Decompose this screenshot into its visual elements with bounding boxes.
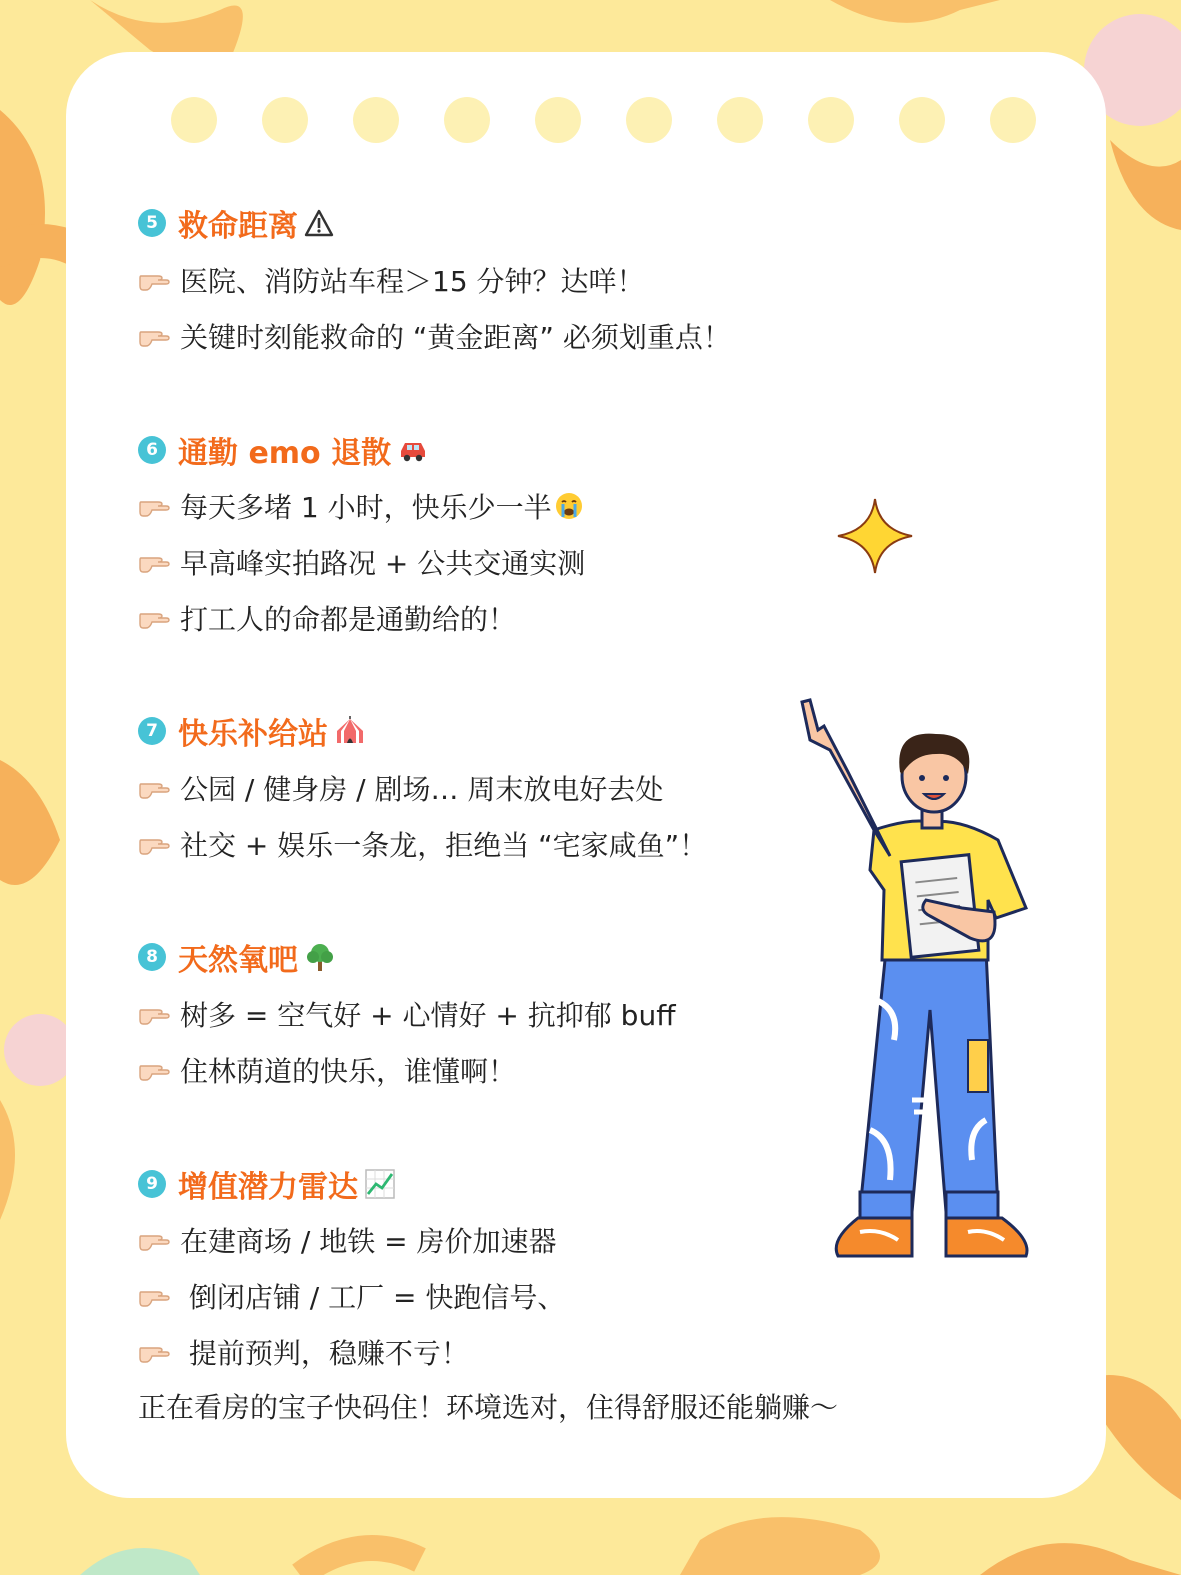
section-title-text: 增值潜力雷达 [178,1170,358,1205]
list-item [138,539,585,585]
decor-dot [171,97,217,143]
section-title-9 [138,1159,396,1209]
list-item [138,257,645,303]
list-item [138,821,707,867]
section-number-badge: 6 [138,436,166,464]
section-title-6 [138,425,429,475]
pointing-hand-icon [138,324,170,348]
list-item-text: 医院、消防站车程＞15 分钟？达咩！ [180,265,645,298]
pointing-hand-icon [138,1340,170,1364]
pointing-hand-icon [138,550,170,574]
decor-dot [990,97,1036,143]
circus-tent-icon [334,716,366,746]
list-item [138,1273,565,1319]
person-illustration [790,680,1060,1320]
list-item [138,1329,469,1375]
list-item [138,765,663,811]
pointing-hand-icon [138,494,170,518]
section-title-5 [138,198,334,248]
section-title-7 [138,706,366,756]
section-title-8 [138,932,336,982]
list-item [138,313,731,359]
list-item [138,991,676,1037]
list-item-text: 树多 = 空气好 + 心情好 + 抗抑郁 buff [180,999,676,1032]
pointing-hand-icon [138,1058,170,1082]
list-item-text: 关键时刻能救命的 “黄金距离” 必须划重点！ [180,321,731,354]
sparkle-star-icon [836,497,914,575]
crying-face-icon [554,491,584,521]
car-icon [397,437,429,463]
list-item-text: 社交 + 娱乐一条龙，拒绝当 “宅家咸鱼”！ [180,829,708,862]
pointing-hand-icon [138,832,170,856]
list-item-text: 每天多堵 1 小时，快乐少一半 [180,491,552,524]
list-item [138,1047,516,1093]
decor-dot [353,97,399,143]
decor-dot [262,97,308,143]
tree-icon [304,941,336,973]
list-item [138,1217,557,1263]
warning-icon [304,209,334,237]
list-item-text: 提前预判，稳赚不亏！ [180,1337,469,1370]
list-item-text: 公园 / 健身房 / 剧场… 周末放电好去处 [180,773,664,806]
list-item-text: 打工人的命都是通勤给的！ [180,603,517,636]
pointing-hand-icon [138,1228,170,1252]
section-number-badge: 5 [138,209,166,237]
list-item-text: 在建商场 / 地铁 = 房价加速器 [180,1225,557,1258]
section-title-text: 天然氧吧 [178,943,298,978]
closing-text: 正在看房的宝子快码住！环境选对，住得舒服还能躺赚～ [138,1391,839,1424]
pointing-hand-icon [138,1284,170,1308]
decor-dot [899,97,945,143]
pointing-hand-icon [138,606,170,630]
list-item-text: 早高峰实拍路况 + 公共交通实测 [180,547,586,580]
list-item-text: 倒闭店铺 / 工厂 = 快跑信号、 [180,1281,566,1314]
decor-dot [626,97,672,143]
section-number-badge: 8 [138,943,166,971]
list-item [138,483,584,529]
section-title-text: 通勤 emo 退散 [178,436,392,471]
chart-increasing-icon [364,1168,396,1200]
decor-dot [717,97,763,143]
list-item-text: 住林荫道的快乐，谁懂啊！ [180,1055,517,1088]
decor-dot [535,97,581,143]
decorative-dots [66,52,1106,192]
section-number-badge: 9 [138,1170,166,1198]
section-number-badge: 7 [138,717,166,745]
section-title-text: 救命距离 [178,209,298,244]
decor-dot [808,97,854,143]
pointing-hand-icon [138,776,170,800]
list-item [138,595,516,641]
pointing-hand-icon [138,268,170,292]
pointing-hand-icon [138,1002,170,1026]
content-card [66,52,1106,1498]
section-title-text: 快乐补给站 [178,717,328,752]
decor-dot [444,97,490,143]
